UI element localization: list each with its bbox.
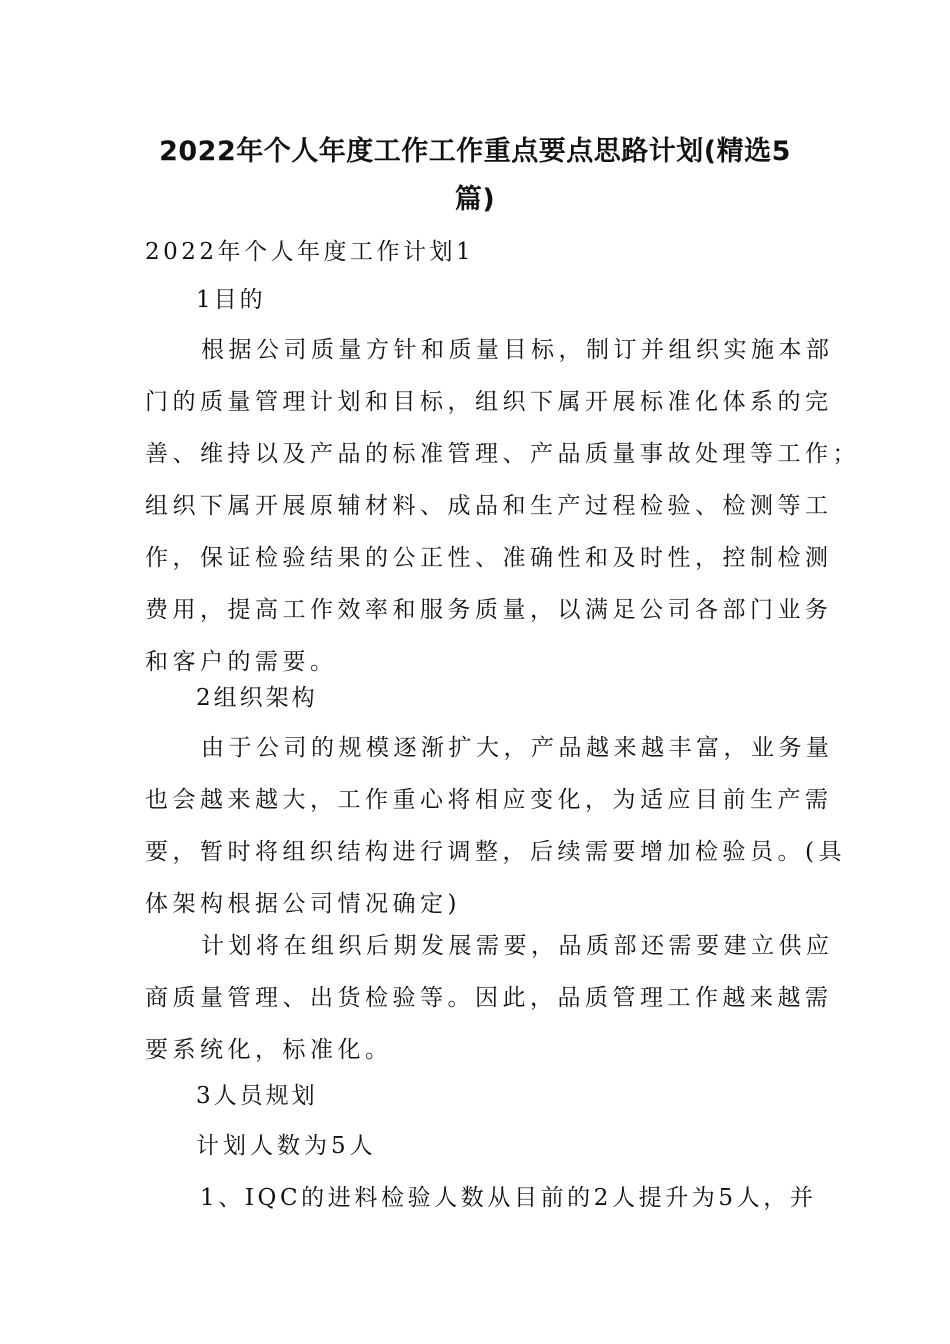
section-3-line-1: 计划人数为5人 [196, 1133, 377, 1159]
document-subtitle: 2022年个人年度工作计划1 [145, 239, 475, 265]
paragraph-line: 由于公司的规模逐渐扩大，产品越来越丰富，业务量 [201, 735, 834, 761]
paragraph-line: 费用，提高工作效率和服务质量，以满足公司各部门业务 [145, 597, 833, 623]
paragraph-line: 商质量管理、出货检验等。因此，品质管理工作越来越需 [145, 985, 833, 1011]
section-3-heading: 3人员规划 [196, 1083, 318, 1109]
document-title-line-2: 篇) [454, 184, 496, 215]
paragraph-line: 善、维持以及产品的标准管理、产品质量事故处理等工作； [145, 441, 860, 467]
section-2-paragraph-1 [145, 722, 846, 930]
paragraph-line: 组织下属开展原辅材料、成品和生产过程检验、检测等工 [145, 493, 833, 519]
section-1-paragraph [145, 324, 860, 688]
paragraph-line: 要系统化，标准化。 [145, 1037, 393, 1063]
section-2-paragraph-2 [145, 920, 834, 1076]
paragraph-line: 和客户的需要。 [145, 649, 338, 675]
paragraph-line: 计划将在组织后期发展需要，品质部还需要建立供应 [201, 933, 834, 959]
section-1-heading: 1目的 [196, 287, 266, 313]
paragraph-line: 根据公司质量方针和质量目标，制订并组织实施本部 [201, 337, 834, 363]
paragraph-line: 作，保证检验结果的公正性、准确性和及时性，控制检测 [145, 545, 833, 571]
paragraph-line: 要，暂时将组织结构进行调整，后续需要增加检验员。(具 [145, 839, 846, 865]
paragraph-line: 也会越来越大，工作重心将相应变化，为适应目前生产需 [145, 787, 833, 813]
section-2-heading: 2组织架构 [196, 685, 318, 711]
paragraph-line: 体架构根据公司情况确定) [145, 891, 461, 917]
document-title [120, 128, 830, 224]
paragraph-line: 门的质量管理计划和目标，组织下属开展标准化体系的完 [145, 389, 833, 415]
section-3-line-2: 1、IQC的进料检验人数从目前的2人提升为5人，并 [200, 1185, 817, 1211]
document-title-line-1: 2022年个人年度工作工作重点要点思路计划(精选5 [159, 136, 791, 167]
